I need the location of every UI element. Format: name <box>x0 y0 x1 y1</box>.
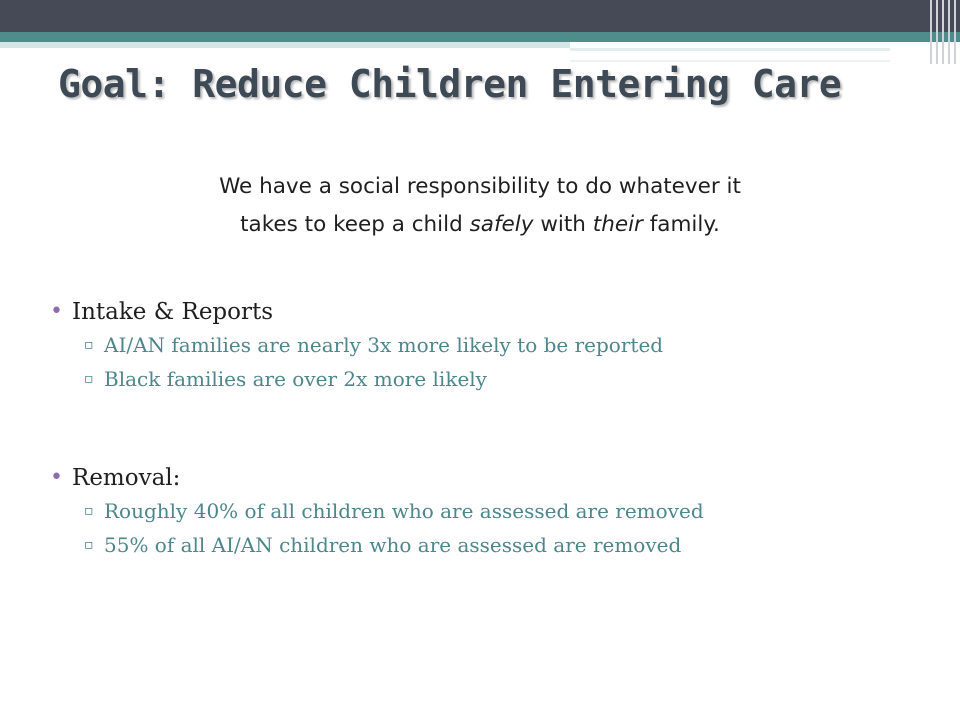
intro-emphasis-their: their <box>592 212 643 237</box>
bullet-icon: • <box>50 299 63 324</box>
header-dark-band <box>0 0 960 32</box>
sub-bullet-icon: ▫ <box>84 337 94 353</box>
header-light-band <box>0 42 570 48</box>
bullet-icon: • <box>50 465 63 490</box>
intro-line-2 <box>60 206 900 244</box>
bullet-heading <box>50 462 910 494</box>
heading-text: Removal: <box>72 465 181 491</box>
section-intake-reports <box>50 296 910 396</box>
sub-bullet-item <box>50 528 910 562</box>
intro-text: with <box>533 212 593 237</box>
heading-text: Intake & Reports <box>72 299 274 325</box>
header-stripes <box>926 0 960 64</box>
slide-title: Goal: Reduce Children Entering Care <box>58 62 842 106</box>
sub-bullet-icon: ▫ <box>84 371 94 387</box>
header-teal-band <box>0 32 960 42</box>
intro-statement <box>60 168 900 244</box>
sub-bullet-text: AI/AN families are nearly 3x more likely to be reported <box>104 333 664 357</box>
sub-bullet-item <box>50 494 910 528</box>
intro-text: takes to keep a child <box>240 212 470 237</box>
sub-bullet-icon: ▫ <box>84 537 94 553</box>
header-accent-line <box>570 48 890 51</box>
sub-bullet-text: Roughly 40% of all children who are assessed are removed <box>104 499 704 523</box>
bullet-heading <box>50 296 910 328</box>
intro-text: family. <box>642 212 720 237</box>
sub-bullet-item <box>50 328 910 362</box>
section-removal <box>50 462 910 562</box>
intro-emphasis-safely: safely <box>469 212 534 237</box>
sub-bullet-text: 55% of all AI/AN children who are assessed are removed <box>104 533 682 557</box>
sub-bullet-text: Black families are over 2x more likely <box>104 367 487 391</box>
sub-bullet-item <box>50 362 910 396</box>
intro-line-1: We have a social responsibility to do whatever it <box>219 174 741 199</box>
sub-bullet-icon: ▫ <box>84 503 94 519</box>
